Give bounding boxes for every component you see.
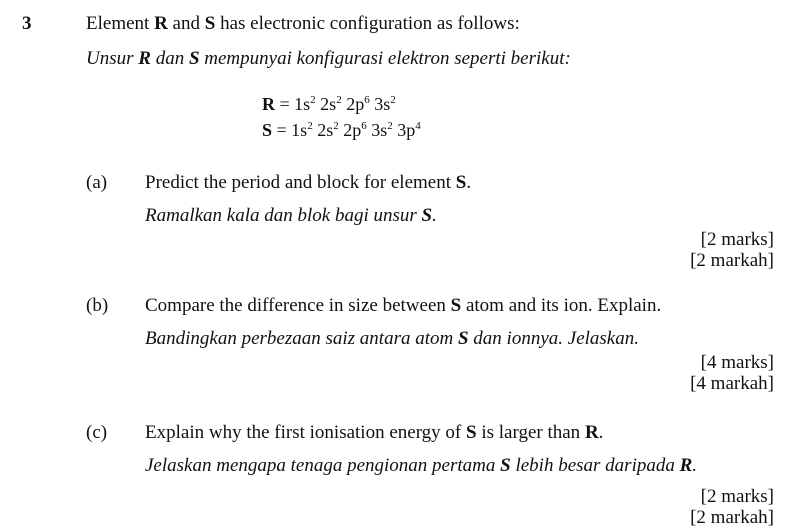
part-a-marks-en: [2 marks] [700, 229, 774, 250]
part-b-marks-en: [4 marks] [700, 352, 774, 373]
part-c-marks-en: [2 marks] [700, 486, 774, 507]
question-number: 3 [22, 13, 32, 34]
part-c-label: (c) [86, 422, 108, 443]
part-b-text-en: Compare the difference in size between S atom and its ion. Explain. [145, 295, 662, 316]
question-stem-en: Element R and S has electronic configuration as follows: [86, 13, 520, 34]
part-c-text-en: Explain why the first ionisation energy of S is larger than R. [145, 422, 604, 443]
part-a-text-ms: Ramalkan kala dan blok bagi unsur S. [145, 205, 437, 226]
part-b-text-ms: Bandingkan perbezaan saiz antara atom S dan ionnya. Jelaskan. [145, 328, 639, 349]
part-a-label: (a) [86, 172, 108, 193]
config-r: $R = 1s^2$ $2s^2$ $2p^6$ $3s^2$ [262, 94, 396, 114]
question-stem-ms: Unsur R dan S mempunyai konfigurasi elektron seperti berikut: [86, 48, 571, 69]
part-a-text-en: Predict the period and block for element S. [145, 172, 472, 193]
part-c-marks-ms: [2 markah] [690, 507, 774, 528]
part-c-text-ms: Jelaskan mengapa tenaga pengionan pertama S lebih besar daripada R. [145, 455, 698, 476]
config-s: $S = 1s^2$ $2s^2$ $2p^6$ $3s^2$ $3p^4$ [262, 120, 421, 140]
part-b-marks-ms: [4 markah] [690, 373, 774, 394]
part-b-label: (b) [86, 295, 109, 316]
part-a-marks-ms: [2 markah] [690, 250, 774, 271]
